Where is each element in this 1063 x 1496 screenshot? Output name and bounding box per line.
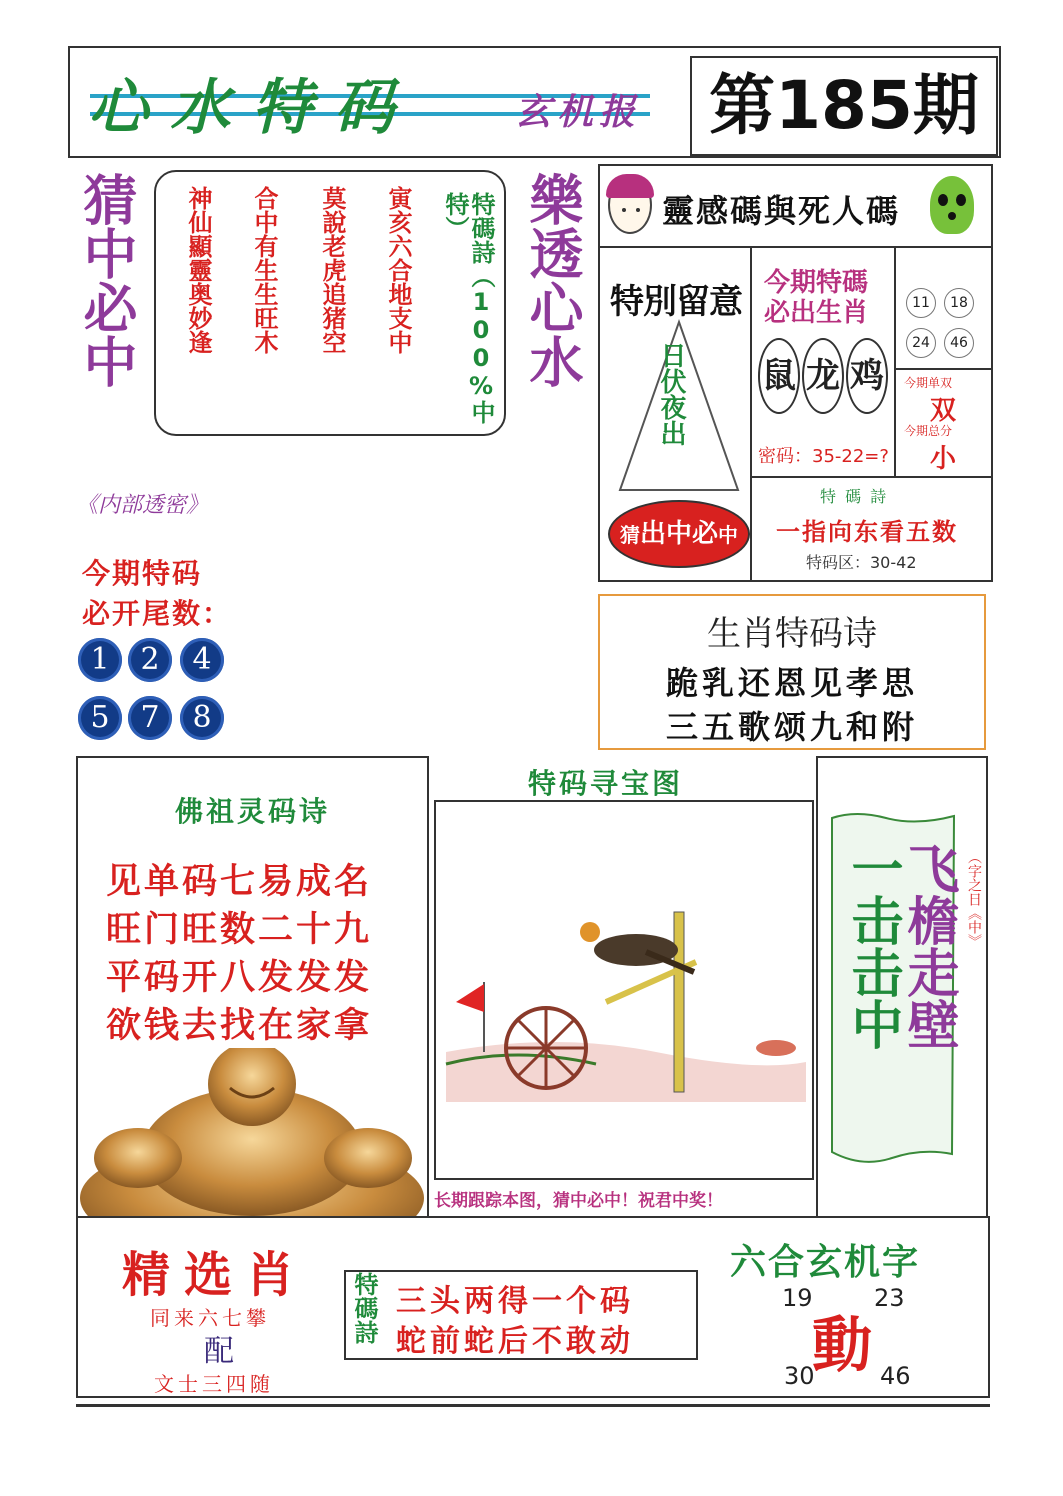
triangle-text: 日伏夜出 xyxy=(656,342,686,446)
poem-column: 寅亥六合地支中 xyxy=(384,186,413,354)
mystery-number: 46 xyxy=(880,1362,911,1390)
oval-text: 猜 xyxy=(619,523,640,547)
poem-column: 莫說老虎追猪空 xyxy=(318,186,347,354)
odd-even-label: 今期单双 xyxy=(904,376,953,390)
tail-ball: 1 xyxy=(78,638,122,682)
scroll-right-col: 飞檐走壁 xyxy=(898,842,959,1050)
oval-text: 出中必 xyxy=(639,519,718,549)
divider xyxy=(894,368,991,370)
buddha-line: 欲钱去找在家拿 xyxy=(106,1005,373,1046)
zodiac-poem-box xyxy=(598,594,986,750)
buddha-title: 佛祖灵码诗 xyxy=(174,795,330,828)
mystery-number: 30 xyxy=(784,1362,815,1390)
mystery-number: 23 xyxy=(874,1284,905,1312)
oval-text: 中 xyxy=(718,523,738,547)
poem-column: 神仙顯靈奥妙逢 xyxy=(184,186,213,354)
poem-text: 一指向东看五数 xyxy=(776,517,958,546)
zodiac-dragon: 龙 xyxy=(802,338,844,414)
zodiac-poem-title: 生肖特码诗 xyxy=(707,614,877,654)
zodiac-rat: 鼠 xyxy=(758,338,800,414)
zodiac-poem-line: 三五歌颂九和附 xyxy=(665,708,918,746)
number-circle: 11 xyxy=(906,288,936,318)
buddha-line: 旺门旺数二十九 xyxy=(106,909,373,950)
treasure-caption: 长期跟踪本图，猜中必中！祝君中奖！ xyxy=(434,1191,723,1211)
buddha-figure xyxy=(78,1048,427,1216)
tail-ball: 7 xyxy=(128,696,172,740)
featured-line: 文士三四随 xyxy=(154,1372,274,1396)
tail-title-2: 必开尾数： xyxy=(82,597,233,630)
page-title: 心水特码 xyxy=(88,73,416,143)
number-circle: 24 xyxy=(906,328,936,358)
zodiac-rooster: 鸡 xyxy=(846,338,888,414)
inspiration-panel xyxy=(598,164,993,582)
footer-rule xyxy=(76,1404,990,1407)
featured-pair: 配 xyxy=(204,1334,234,1369)
tail-ball: 2 xyxy=(128,638,172,682)
treasure-title: 特码寻宝图 xyxy=(528,767,684,800)
divider xyxy=(894,246,896,476)
bottom-poem-label: 特碼詩 xyxy=(350,1272,379,1344)
poem-column: 合中有生生旺木 xyxy=(250,186,279,354)
tail-title-1: 今期特码 xyxy=(82,557,203,590)
left-vertical-slogan: 猜中必中 xyxy=(75,172,139,388)
skull-icon xyxy=(930,176,974,234)
total-value: 小 xyxy=(930,444,957,474)
poem-side-label: 特碼詩（100%中特） xyxy=(441,192,495,424)
tail-ball: 4 xyxy=(180,638,224,682)
right-vertical-slogan: 樂透心水 xyxy=(521,172,585,388)
page-subtitle: 玄机报 xyxy=(515,91,642,133)
total-label: 今期总分 xyxy=(904,424,953,438)
divider xyxy=(600,246,991,248)
buddha-line: 平码开八发发发 xyxy=(106,957,373,998)
scroll-note: （字之日《中》 xyxy=(966,850,982,948)
divider xyxy=(750,246,752,580)
poem-label: 特 碼 詩 xyxy=(820,487,889,506)
buddha-poem-box xyxy=(76,756,429,1218)
treasure-illustration xyxy=(436,802,812,1178)
zone-text: 特码区：30-42 xyxy=(806,553,917,572)
divider xyxy=(750,476,991,478)
zodiac-poem-line: 跪乳还恩见孝思 xyxy=(665,664,918,702)
bottom-poem-line: 三头两得一个码 xyxy=(396,1284,634,1319)
face-icon xyxy=(608,176,652,234)
poem-grid xyxy=(154,170,506,436)
internal-label: 《内部透密》 xyxy=(76,493,209,518)
tail-ball: 5 xyxy=(78,696,122,740)
buddha-line: 见单码七易成名 xyxy=(106,861,373,902)
bottom-poem-line: 蛇前蛇后不敢动 xyxy=(396,1324,634,1359)
issue-number: 第185期 xyxy=(690,56,998,156)
mystery-char: 動 xyxy=(812,1311,872,1381)
number-circle: 46 xyxy=(944,328,974,358)
panel-title: 靈感碼與死人碼 xyxy=(662,192,901,230)
bottom-band xyxy=(76,1216,990,1398)
mystery-title: 六合玄机字 xyxy=(730,1241,921,1283)
number-circle: 18 xyxy=(944,288,974,318)
mystery-number: 19 xyxy=(782,1284,813,1312)
secret-code: 密码：35-22=? xyxy=(758,446,889,467)
tail-ball: 8 xyxy=(180,696,224,740)
odd-even-value: 双 xyxy=(930,396,957,426)
zodiac-title-1: 今期特碼 xyxy=(764,268,869,298)
scroll-left-col: 一击击中 xyxy=(842,842,903,1050)
treasure-map xyxy=(434,800,814,1180)
featured-line: 同来六七攀 xyxy=(150,1306,270,1330)
zodiac-title-2: 必出生肖 xyxy=(764,298,869,328)
guess-oval xyxy=(608,500,750,568)
special-notice: 特別留意 xyxy=(610,282,742,322)
scroll-box xyxy=(816,756,988,1218)
featured-zodiac-title: 精选肖 xyxy=(122,1247,309,1303)
